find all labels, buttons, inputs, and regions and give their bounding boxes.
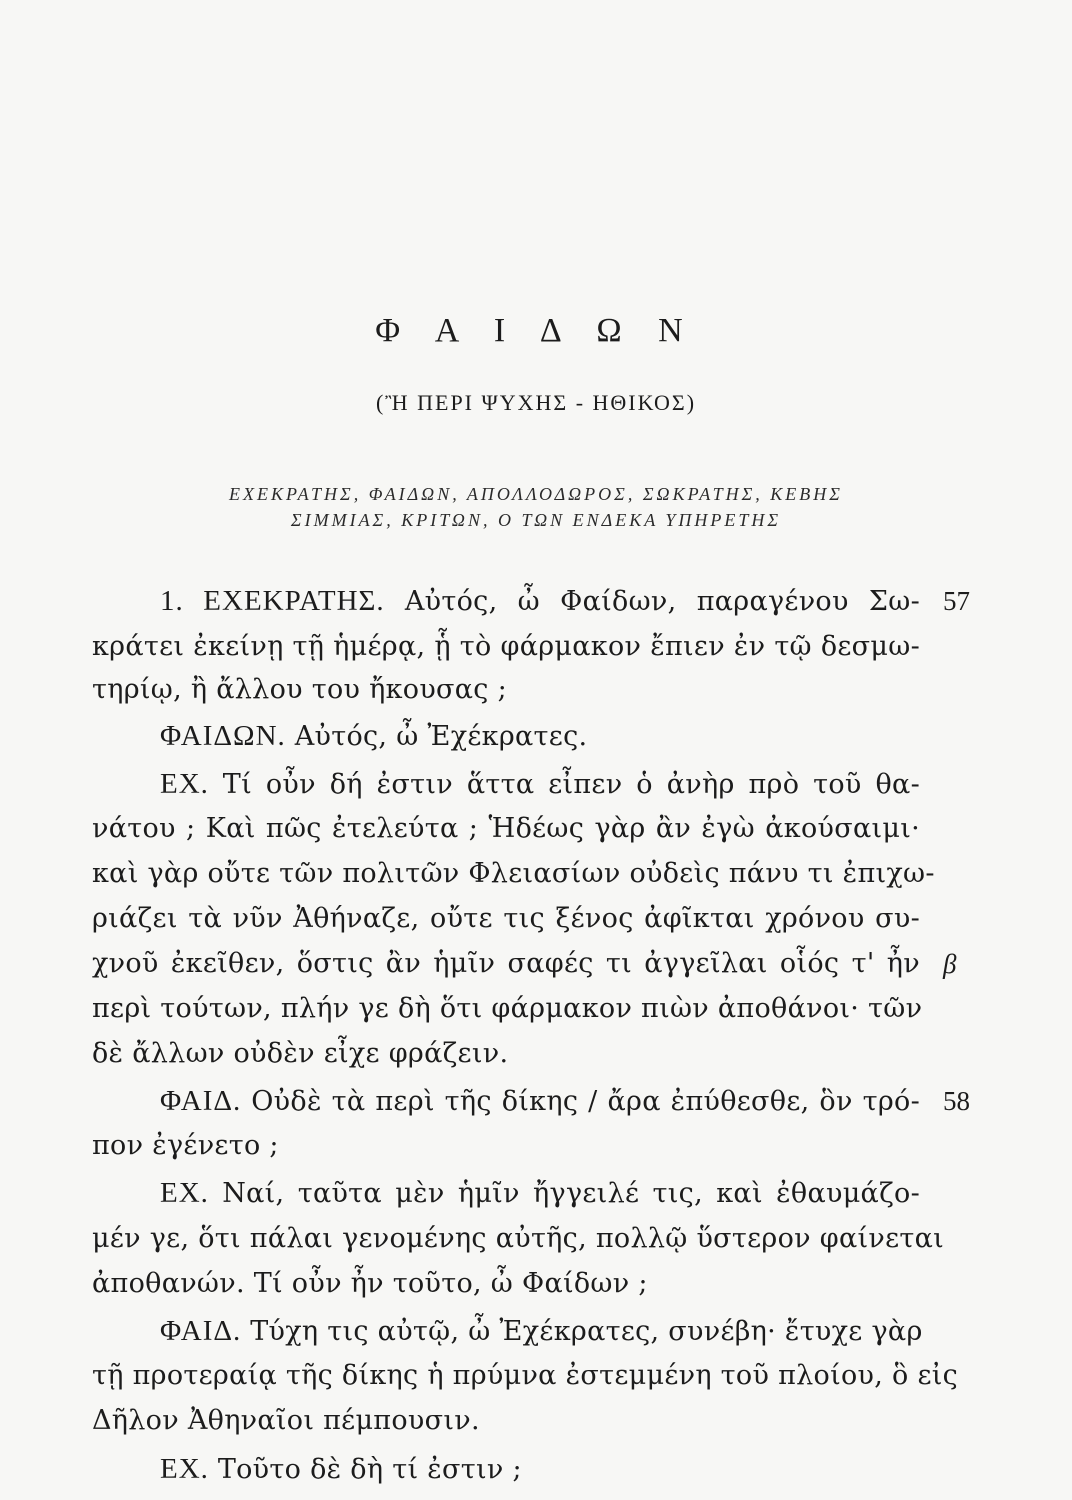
text-line xyxy=(160,713,920,759)
line-text: τηρίῳ, ἢ ἄλλου του ἤκουσας ; xyxy=(92,674,507,705)
stephanus-section-letter: β xyxy=(943,949,957,979)
dramatis-personae-line: ΣΙΜΜΙΑΣ, ΚΡΙΤΩΝ, Ο ΤΩΝ ΕΝΔΕΚΑ ΥΠΗΡΕΤΗΣ xyxy=(290,510,782,530)
text-line xyxy=(160,761,920,807)
text-line xyxy=(160,1170,920,1216)
text-line xyxy=(160,1078,920,1124)
text-line xyxy=(92,806,920,852)
text-line xyxy=(92,941,920,987)
line-text: Τοῦτο δὲ δὴ τί ἐστιν ; xyxy=(217,1454,522,1485)
line-text: περὶ τούτων, πλήν γε δὴ ὅτι φάρμακον πιὼν ἀποθάνοι· τῶν xyxy=(92,993,923,1024)
line-text: Τί οὖν δή ἐστιν ἅττα εἶπεν ὁ ἀνὴρ πρὸ τοῦ θα- xyxy=(222,769,920,800)
line-text: δὲ ἄλλων οὐδὲν εἶχε φράζειν. xyxy=(92,1038,509,1069)
line-text: Αὐτός, ὦ Φαίδων, παραγένου Σω- xyxy=(404,586,921,617)
line-text: Οὐδὲ τὰ περὶ τῆς δίκης / ἄρα ἐπύθεσθε, ὃν τρό- xyxy=(251,1086,921,1117)
line-text: μέν γε, ὅτι πάλαι γενομένης αὐτῆς, πολλῷ ὕστερον φαίνεται xyxy=(92,1223,945,1254)
text-line xyxy=(92,851,935,897)
speaker-label: ΦΑΙΔ. xyxy=(160,1085,242,1117)
line-text: Τύχη τις αὐτῷ, ὦ Ἐχέκρατες, συνέβη· ἔτυχε γὰρ xyxy=(250,1316,923,1347)
line-text: τῇ προτεραίᾳ τῆς δίκης ἡ πρύμνα ἐστεμμένη τοῦ πλοίου, ὃ εἰς xyxy=(92,1360,959,1391)
line-text: καὶ γὰρ οὔτε τῶν πολιτῶν Φλειασίων οὐδεὶς πάνυ τι ἐπιχω- xyxy=(92,858,935,889)
line-text: ἀποθανών. Τί οὖν ἦν τοῦτο, ὦ Φαίδων ; xyxy=(92,1268,648,1299)
text-line xyxy=(92,986,923,1032)
line-text: Αὐτός, ὦ Ἐχέκρατες. xyxy=(294,721,588,752)
dialogue-subtitle: (Ἢ ΠΕΡΙ ΨΥΧΗΣ - ΗΘΙΚΟΣ) xyxy=(375,390,697,415)
text-line xyxy=(160,1446,920,1492)
text-line xyxy=(160,1308,923,1354)
line-text: νάτου ; Καὶ πῶς ἐτελεύτα ; Ἡδέως γὰρ ἂν ἐγὼ ἀκούσαιμι· xyxy=(92,813,920,844)
text-line xyxy=(92,1216,945,1262)
text-line xyxy=(92,1031,920,1077)
speaker-label: ΦΑΙΔ. xyxy=(160,1315,242,1347)
dialogue-title: Φ Α Ι Δ Ω Ν xyxy=(375,312,697,349)
text-line xyxy=(92,1353,959,1399)
text-line xyxy=(92,1261,920,1307)
line-text: χνοῦ ἐκεῖθεν, ὅστις ἂν ἡμῖν σαφές τι ἀγγεῖλαι οἷός τ' ἦν xyxy=(92,948,920,979)
text-line xyxy=(160,578,920,624)
speaker-label: 1. ΕΧΕΚΡΑΤΗΣ. xyxy=(160,585,385,617)
speaker-label: ΕΧ. xyxy=(160,1453,209,1485)
stephanus-page-number: 57 xyxy=(943,586,970,616)
speaker-label: ΕΧ. xyxy=(160,1177,209,1209)
line-text: Ναί, ταῦτα μὲν ἡμῖν ἤγγειλέ τις, καὶ ἐθαυμάζο- xyxy=(222,1178,920,1209)
text-line xyxy=(92,624,920,670)
text-line xyxy=(92,896,920,942)
speaker-label: ΦΑΙΔΩΝ. xyxy=(160,720,286,752)
text-line xyxy=(92,667,920,713)
line-text: ριάζει τὰ νῦν Ἀθήναζε, οὔτε τις ξένος ἀφῖκται χρόνου συ- xyxy=(92,903,920,934)
line-text: Δῆλον Ἀθηναῖοι πέμπουσιν. xyxy=(92,1405,480,1436)
text-line xyxy=(92,1398,920,1444)
text-line xyxy=(92,1123,920,1169)
dramatis-personae-line: ΕΧΕΚΡΑΤΗΣ, ΦΑΙΔΩΝ, ΑΠΟΛΛΟΔΩΡΟΣ, ΣΩΚΡΑΤΗΣ, ΚΕΒΗΣ xyxy=(229,484,843,504)
stephanus-page-number: 58 xyxy=(943,1086,970,1116)
speaker-label: ΕΧ. xyxy=(160,768,209,800)
line-text: πον ἐγένετο ; xyxy=(92,1130,279,1161)
line-text: κράτει ἐκείνῃ τῇ ἡμέρᾳ, ᾗ τὸ φάρμακον ἔπιεν ἐν τῷ δεσμω- xyxy=(92,631,920,662)
